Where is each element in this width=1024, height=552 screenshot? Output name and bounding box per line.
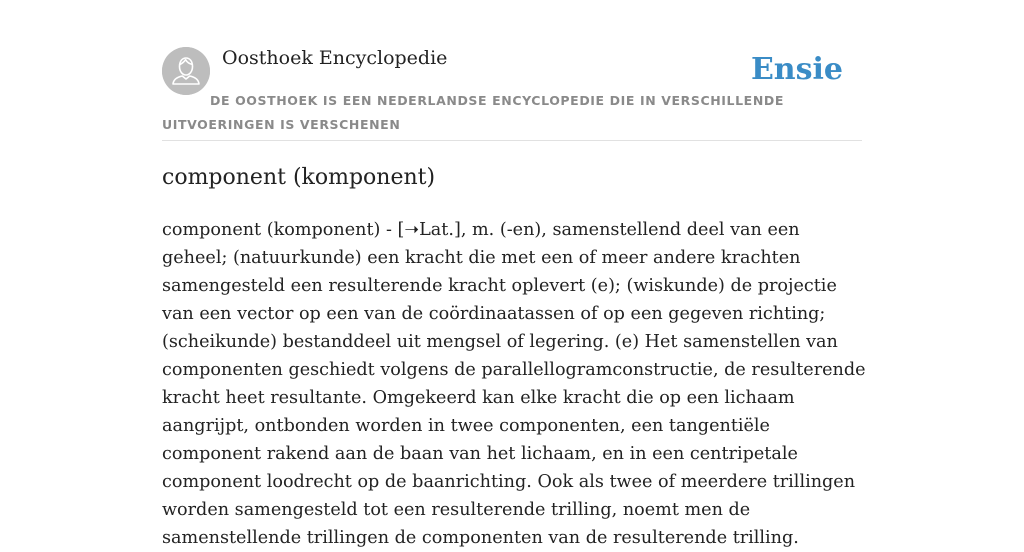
site-tagline: DE OOSTHOEK IS EEN NEDERLANDSE ENCYCLOPEDIE DIE IN VERSCHILLENDE UITVOERINGEN IS VERSCHENEN bbox=[162, 93, 784, 132]
article-body: component (komponent) - [➝Lat.], m. (-en), samenstellend deel van een geheel; (natuurkunde) een kracht die met een of meer andere krachten samengesteld een resulterende kracht oplevert (e); (wiskunde) de projectie van een vector op een van de coördinaatassen of op een gegeven richting; (scheikunde) bestanddeel uit mengsel of legering. (e) Het samenstellen van componenten geschiedt volgens de parallellogramconstructie, de resulterende kracht heet resultante. Omgekeerd kan elke kracht die op een lichaam aangrijpt, ontbonden worden in twee componenten, een tangentiële component rakend aan de baan van het lichaam, en in een centripetale component loodrecht op de baanrichting. Ook als twee of meerdere trillingen worden samengesteld tot een resulterende trilling, noemt men de samenstellende trillingen de componenten van de resulterende trilling. bbox=[162, 220, 866, 548]
user-placeholder-icon bbox=[162, 47, 210, 95]
brand-logo[interactable]: Ensie bbox=[750, 52, 843, 87]
entry-header bbox=[162, 46, 862, 141]
site-title[interactable]: Oosthoek Encyclopedie bbox=[222, 47, 448, 69]
article-title: component (komponent) bbox=[162, 165, 436, 190]
author-avatar[interactable] bbox=[162, 47, 210, 95]
